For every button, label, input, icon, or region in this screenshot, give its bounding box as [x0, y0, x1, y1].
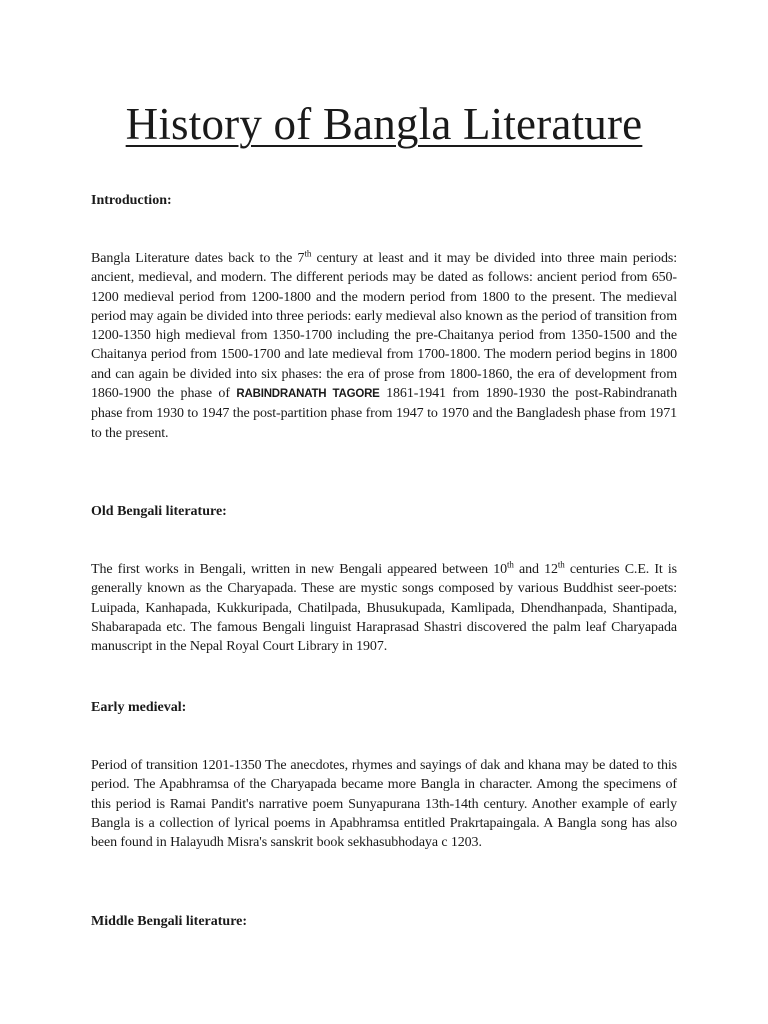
introduction-text-part-3: 1861-1941 from 1890-1930 the post-Rabindranath phase from 1930 to 1947 the post-partition phase from 1947 to 1970 and the Bangladesh phase from 1971 to the present.: [91, 386, 677, 441]
introduction-text-part-1: Bangla Literature dates back to the 7: [91, 251, 305, 266]
superscript-th: th: [557, 559, 565, 570]
paragraph-introduction: [91, 249, 677, 443]
superscript-th: th: [507, 559, 514, 570]
old-bengali-text-part-3: centuries C.E. It is generally known as the Charyapada. These are mystic songs composed by various Buddhist seer-poets: Luipada, Kanhapada, Kukkuripada, Chatilpada, Bhusukupada, Kamlipada, Dhendhanpada, Shantipada, Shabarapada etc. The famous Bengali linguist Haraprasad Shastri discovered the palm leaf Charyapada manuscript in the Nepal Royal Court Library in 1907.: [91, 562, 678, 655]
heading-early-medieval: Early medieval:: [91, 700, 187, 715]
tagore-name: RABINDRANATH TAGORE: [236, 388, 380, 401]
introduction-text-part-2: century at least and it may be divided into three main periods: ancient, medieval, and modern. The different periods may be dated as follows: ancient period from 650-1200 medieval period from 1200-1800 and the modern period from 1800 to the present. The medieval period may again be divided into three periods: early medieval also known as the period of transition from 1200-1350 high medieval from 1350-1700 including the pre-Chaitanya period from 1350-1500 and the Chaitanya period from 1500-1700 and late medieval from 1700-1800. The modern period begins in 1800 and can again be divided into six phases: the era of prose from 1800-1860, the era of development from 1860-1900 the phase of: [91, 251, 677, 402]
old-bengali-text-part-2: and 12: [513, 562, 558, 577]
superscript-th: th: [304, 248, 312, 259]
heading-old-bengali: Old Bengali literature:: [91, 504, 227, 519]
heading-middle-bengali: Middle Bengali literature:: [91, 914, 248, 929]
heading-introduction: Introduction:: [91, 193, 172, 208]
old-bengali-text-part-1: The first works in Bengali, written in new Bengali appeared between 10: [91, 562, 508, 577]
paragraph-old-bengali: [91, 560, 677, 656]
document-title: History of Bangla Literature: [125, 99, 643, 149]
paragraph-early-medieval: Period of transition 1201-1350 The anecdotes, rhymes and sayings of dak and khana may be dated to this period. The Apabhramsa of the Charyapada became more Bangla in character. Among the specimens of this period is Ramai Pandit's narrative poem Sunyapurana 13th-14th century. Another example of early Bangla is a collection of lyrical poems in Apabhramsa entitled Prakrtapaingala. A Bangla song has also been found in Halayudh Misra's sanskrit book sekhasubhodaya c 1203.: [91, 758, 677, 851]
